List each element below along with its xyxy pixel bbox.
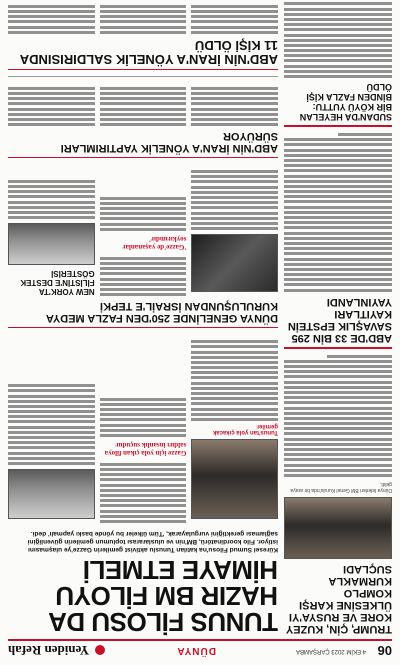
- story-c-col-3: [8, 0, 95, 34]
- story-b-col-1: [191, 81, 278, 126]
- story-c-body-2: [100, 5, 187, 34]
- story-b-body-3: [8, 87, 95, 126]
- side-story-1-photo: [284, 497, 392, 559]
- side-story-1-headline: TRUMP, ÇİN, KUZEY KORE VE RUSYA'YI ÜLKESİNE KARŞI KOMPLO KURMAKLA SUÇLADI: [286, 563, 392, 635]
- main-story-photo: [191, 439, 278, 519]
- main-subhead: Küresel Sumud Filosu'na katılan Tunuslu aktivist gemilerin Gazze'ye ulaşmasını istiyor. Filo koordinatörü, BM'nin ve uluslararası toplumun gemilerin güvenliğini sağlaması gerektiğini vurgulayarak, 'Tüm ülkeler bu yönde baskı yapmalı' dedi.: [27, 530, 278, 553]
- story-c-col-2: [100, 0, 187, 34]
- masthead: [8, 639, 392, 659]
- side-story-2-headline: ABD'DE 33 BİN 295 SAVAŞLIK EPSTEİN KAYITLARI YAYINLANDI: [287, 295, 392, 344]
- side-story-3-body: [284, 0, 392, 78]
- main-story-photo-2: [8, 469, 95, 519]
- story-b-body-2: [100, 87, 187, 126]
- story-b-body-1: [191, 87, 278, 126]
- story-b-columns: [8, 81, 278, 126]
- side-column: [284, 0, 392, 635]
- inset-photo: [8, 223, 95, 265]
- main-story-body-3: [100, 398, 187, 437]
- story-a-headline: DÜNYA GENELİNDE 250'DEN FAZLA MEDYA KURULUŞUNDAN İSRAİL'E TEPKİ: [8, 300, 278, 328]
- brand-logo: [8, 642, 105, 658]
- main-col-3: [8, 334, 95, 523]
- main-area: [8, 5, 278, 635]
- main-col-2: [100, 334, 187, 523]
- brand-icon: [95, 645, 105, 655]
- story-a-columns: [8, 164, 278, 296]
- issue-date: 4 EKİM 2023 ÇARŞAMBA: [295, 648, 366, 654]
- divider: [284, 125, 392, 127]
- main-story-body-2: [100, 463, 187, 523]
- divider: [284, 347, 392, 349]
- main-story-body-1: [191, 340, 278, 421]
- main-story-pull-quote: Gazze için yola çıkan filoya saldırı insanlık suçudur: [104, 440, 187, 457]
- story-c-col-1: [191, 0, 278, 34]
- side-story-1-caption: Dünya liderleri BM Genel Kurulu'nda bir araya geldi.: [290, 481, 392, 493]
- page-number: 06: [377, 643, 392, 658]
- story-b-col-3: [8, 81, 95, 126]
- divider: [8, 76, 278, 77]
- side-story-1-body: [284, 355, 392, 477]
- main-col-1: [191, 334, 278, 523]
- story-c-body-3: [8, 5, 95, 34]
- side-story-3-headline: SUDAN'DA HEYELAN BİR KÖYÜ YUTTU: BİNDEN FAZLA KİŞİ ÖLDÜ: [299, 82, 392, 123]
- story-c-body-1: [191, 5, 278, 34]
- side-story-2-body: [284, 133, 392, 292]
- inset-headline: NEW YORK'TA FİLİSTİN'E DESTEK GÖSTERİSİ: [20, 269, 95, 297]
- main-story-kicker: Tunus'tan yola çıkacak gemiler: [212, 423, 278, 435]
- story-a-body-4: [8, 180, 95, 219]
- story-a-body-1: [191, 170, 278, 230]
- story-c-headline: ABD'NİN İRAN'A YÖNELİK SALDIRISINDA 11 KİŞİ ÖLDÜ: [8, 38, 278, 70]
- story-a-col-1: [191, 164, 278, 296]
- story-a-col-2: [100, 164, 187, 296]
- story-a-pull-quote: 'Gazze'de yaşananlar soykırımdır': [122, 234, 187, 251]
- story-a-body-3: [100, 197, 187, 231]
- main-story-body-4: [8, 384, 95, 465]
- story-b-col-2: [100, 81, 187, 126]
- story-a-photo: [191, 234, 278, 292]
- main-headline: TUNUS FİLOSU DA HAZIR BM FİLOYU HİMAYE ETMELİ: [49, 555, 278, 637]
- brand-name: Yeniden Refah: [8, 643, 90, 658]
- story-b-headline: ABD'NİN İRAN'A YÖNELİK YAPTIRIMLARI SÜRÜYOR: [8, 130, 278, 158]
- story-a-col-3: [8, 164, 95, 296]
- story-c-columns: [8, 0, 278, 34]
- main-story-columns: [8, 334, 278, 523]
- section-label: DÜNYA: [176, 645, 216, 656]
- story-a-body-2: [100, 257, 187, 296]
